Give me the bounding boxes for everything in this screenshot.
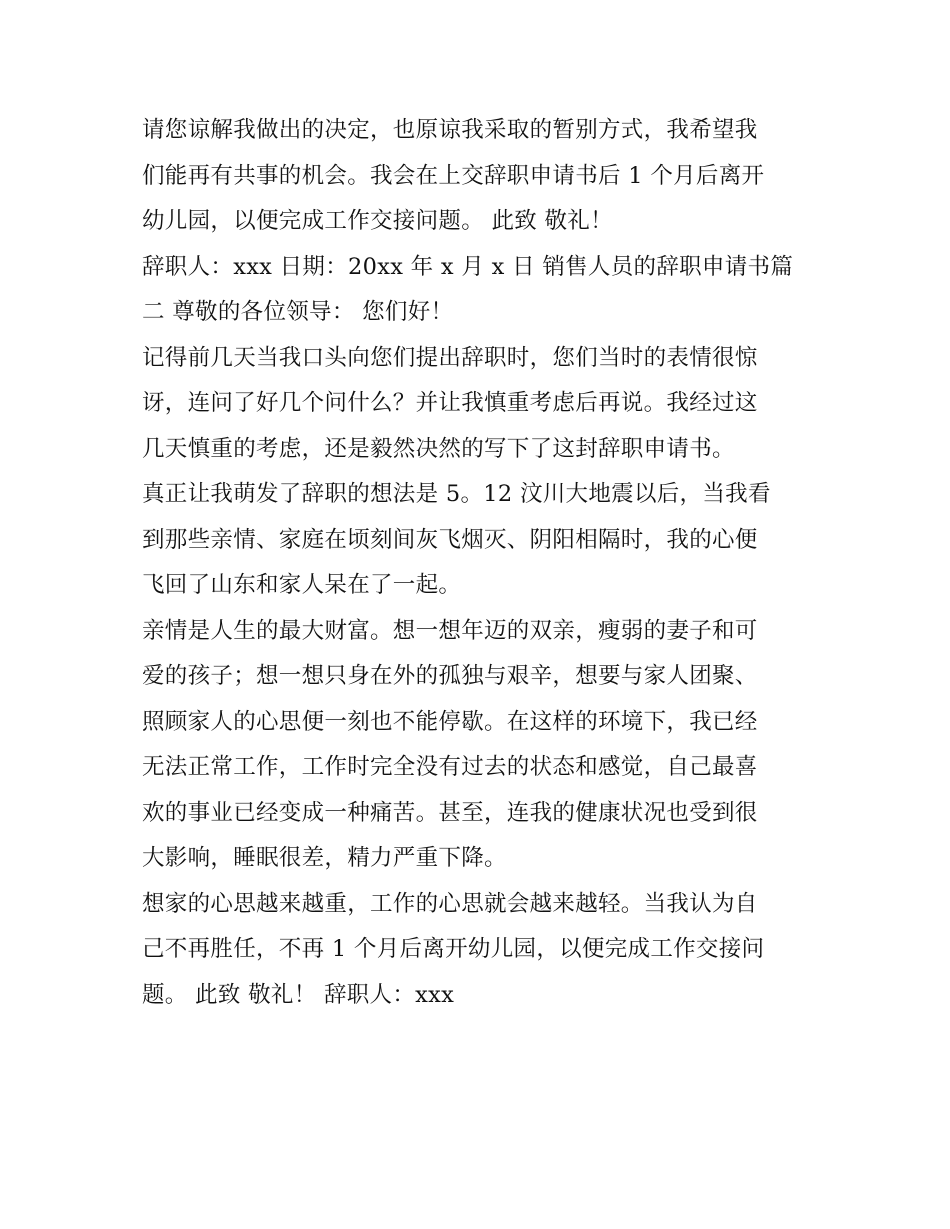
text-line: 爱的孩子；想一想只身在外的孤独与艰辛，想要与家人团聚、	[142, 663, 758, 689]
text-line: 大影响，睡眠很差，精力严重下降。	[142, 845, 507, 871]
text-line: 讶，连问了好几个问什么？并让我慎重考虑后再说。我经过这	[142, 390, 758, 416]
text-line: 亲情是人生的最大财富。想一想年迈的双亲，瘦弱的妻子和可	[142, 617, 758, 644]
text-line: 到那些亲情、家庭在顷刻间灰飞烟灭、阴阳相隔时，我的心便	[142, 526, 758, 553]
text-line: 们能再有共事的机会。我会在上交辞职申请书后 1 个月后离开	[142, 162, 765, 189]
text-line: 真正让我萌发了辞职的想法是 5。12 汶川大地震以后，当我看	[142, 481, 771, 507]
text-line: 辞职人：xxx 日期：20xx 年 x 月 x 日 销售人员的辞职申请书篇	[142, 253, 794, 280]
text-line: 想家的心思越来越重，工作的心思就会越来越轻。当我认为自	[142, 890, 758, 917]
text-line: 幼儿园，以便完成工作交接问题。 此致 敬礼！	[142, 208, 613, 234]
text-line: 题。 此致 敬礼！ 辞职人：xxx	[142, 981, 455, 1008]
text-line: 几天慎重的考虑，还是毅然决然的写下了这封辞职申请书。	[142, 435, 735, 462]
document-body	[142, 108, 822, 1018]
text-line: 己不再胜任，不再 1 个月后离开幼儿园，以便完成工作交接问	[142, 936, 765, 962]
text-line: 照顾家人的心思便一刻也不能停歇。在这样的环境下，我已经	[142, 708, 758, 735]
text-line: 二 尊敬的各位领导： 您们好！	[142, 299, 454, 325]
text-line: 请您谅解我做出的决定，也原谅我采取的暂别方式，我希望我	[142, 117, 758, 143]
text-line: 欢的事业已经变成一种痛苦。甚至，连我的健康状况也受到很	[142, 799, 758, 826]
text-line: 飞回了山东和家人呆在了一起。	[142, 572, 462, 598]
text-line: 记得前几天当我口头向您们提出辞职时，您们当时的表情很惊	[142, 344, 758, 371]
text-line: 无法正常工作，工作时完全没有过去的状态和感觉，自己最喜	[142, 754, 758, 780]
